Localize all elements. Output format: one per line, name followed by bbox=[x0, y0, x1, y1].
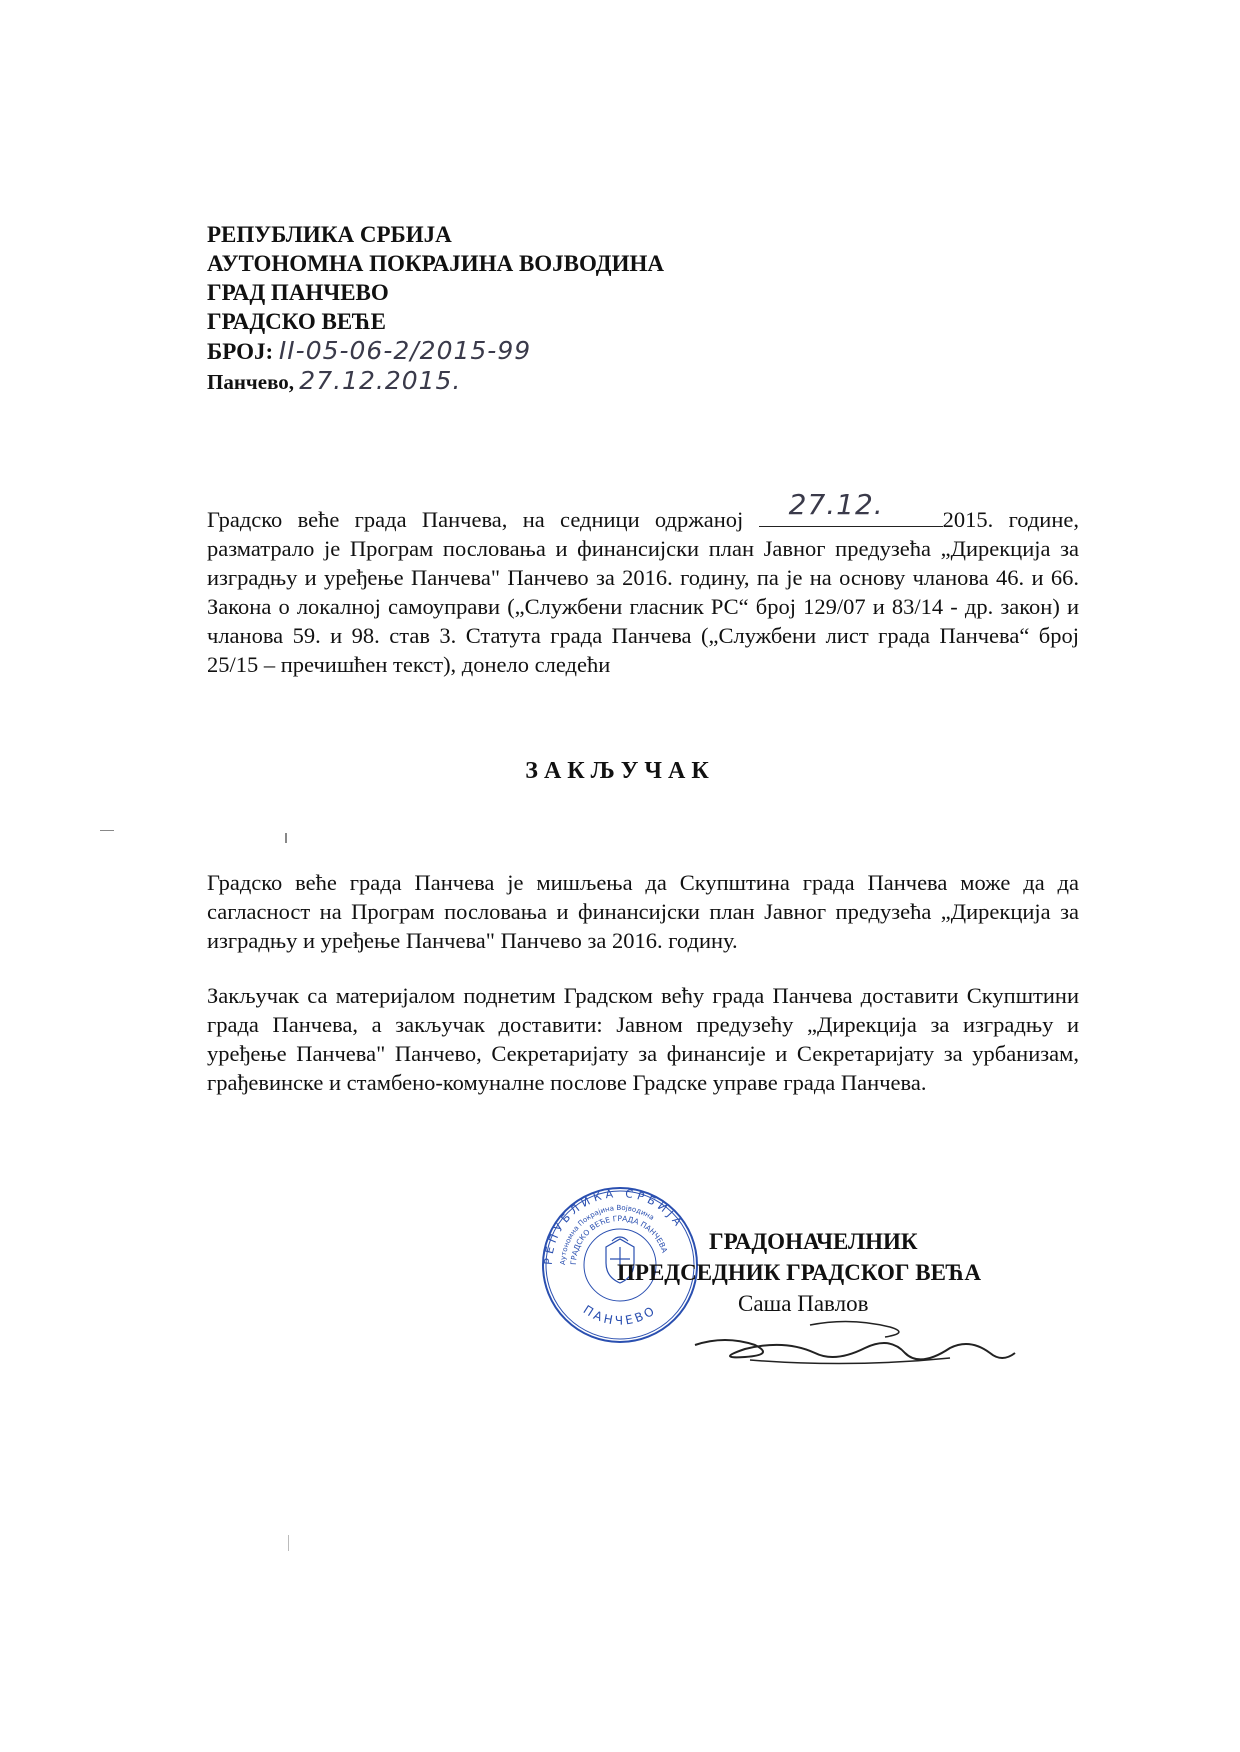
scan-artifact bbox=[285, 833, 287, 843]
header-province: АУТОНОМНА ПОКРАЈИНА ВОЈВОДИНА bbox=[207, 251, 664, 276]
document-title: ЗАКЉУЧАК bbox=[525, 758, 715, 784]
number-value: II-05-06-2/2015-99 bbox=[278, 336, 532, 365]
place-label: Панчево, bbox=[207, 370, 295, 394]
conclusion-paragraph: Градско веће града Панчева је мишљења да Скупштина града Панчева може да да сагласност на Програм пословања и финансијски план Јавног предузећа „Дирекција за изградњу и уређење Панчева" Панчево за 2016. годину. bbox=[207, 870, 1079, 953]
session-date-blank bbox=[759, 488, 943, 527]
scan-artifact bbox=[288, 1535, 289, 1551]
signature-block bbox=[617, 1226, 981, 1319]
handwritten-signature-icon bbox=[690, 1315, 1020, 1375]
scan-artifact bbox=[100, 830, 114, 831]
stamp-city-text: ПАНЧЕВО bbox=[580, 1302, 660, 1328]
header-council: ГРАДСКО ВЕЋЕ bbox=[207, 309, 386, 334]
signatory-title-president: ПРЕДСЕДНИК ГРАДСКОГ ВЕЋА bbox=[617, 1260, 981, 1285]
intro-part1: Градско веће града Панчева, на седници одржаној bbox=[207, 507, 759, 532]
number-label: БРОЈ: bbox=[207, 339, 274, 364]
header-city: ГРАД ПАНЧЕВО bbox=[207, 280, 389, 305]
header-number-line bbox=[207, 336, 664, 366]
stamp-middle-text: Аутономна Покрајина Војводина bbox=[558, 1203, 656, 1266]
session-date: 27.12. bbox=[788, 488, 884, 521]
stamp-inner-text: ГРАДСКО ВЕЋЕ ГРАДА ПАНЧЕВА bbox=[568, 1213, 670, 1266]
place-date: 27.12.2015. bbox=[299, 366, 462, 395]
intro-paragraph bbox=[207, 488, 1079, 679]
header-republic: РЕПУБЛИКА СРБИЈА bbox=[207, 222, 452, 247]
header-place-line bbox=[207, 366, 664, 397]
document-header bbox=[207, 220, 664, 397]
stamp-outer-text: РЕПУБЛИКА СРБИЈА bbox=[541, 1186, 687, 1266]
delivery-paragraph: Закључак са материјалом поднетим Градском већу града Панчева доставити Скупштини града Панчева, а закључак доставити: Јавном предузећу „Дирекција за изградњу и уређење Панчева" Панчево, Секретаријату за финансије и Секретаријату за урбанизам, грађевинске и стамбено-комуналне послове Градске управе града Панчева. bbox=[207, 983, 1079, 1095]
signatory-title-mayor: ГРАДОНАЧЕЛНИК bbox=[709, 1229, 918, 1254]
signatory-name: Саша Павлов bbox=[738, 1291, 869, 1316]
intro-part2: 2015. године, разматрало је Програм пословања и финансијски план Јавног предузећа „Дирекција за изградњу и уређење Панчева" Панчево за 2016. годину, па је на основу чланова 46. и 66. Закона о локалној самоуправи („Службени гласник РС“ број 129/07 и 83/14 - др. закон) и чланова 59. и 98. став 3. Статута града Панчева („Службени лист града Панчева“ број 25/15 – пречишћен текст), донело следећи bbox=[207, 507, 1079, 677]
